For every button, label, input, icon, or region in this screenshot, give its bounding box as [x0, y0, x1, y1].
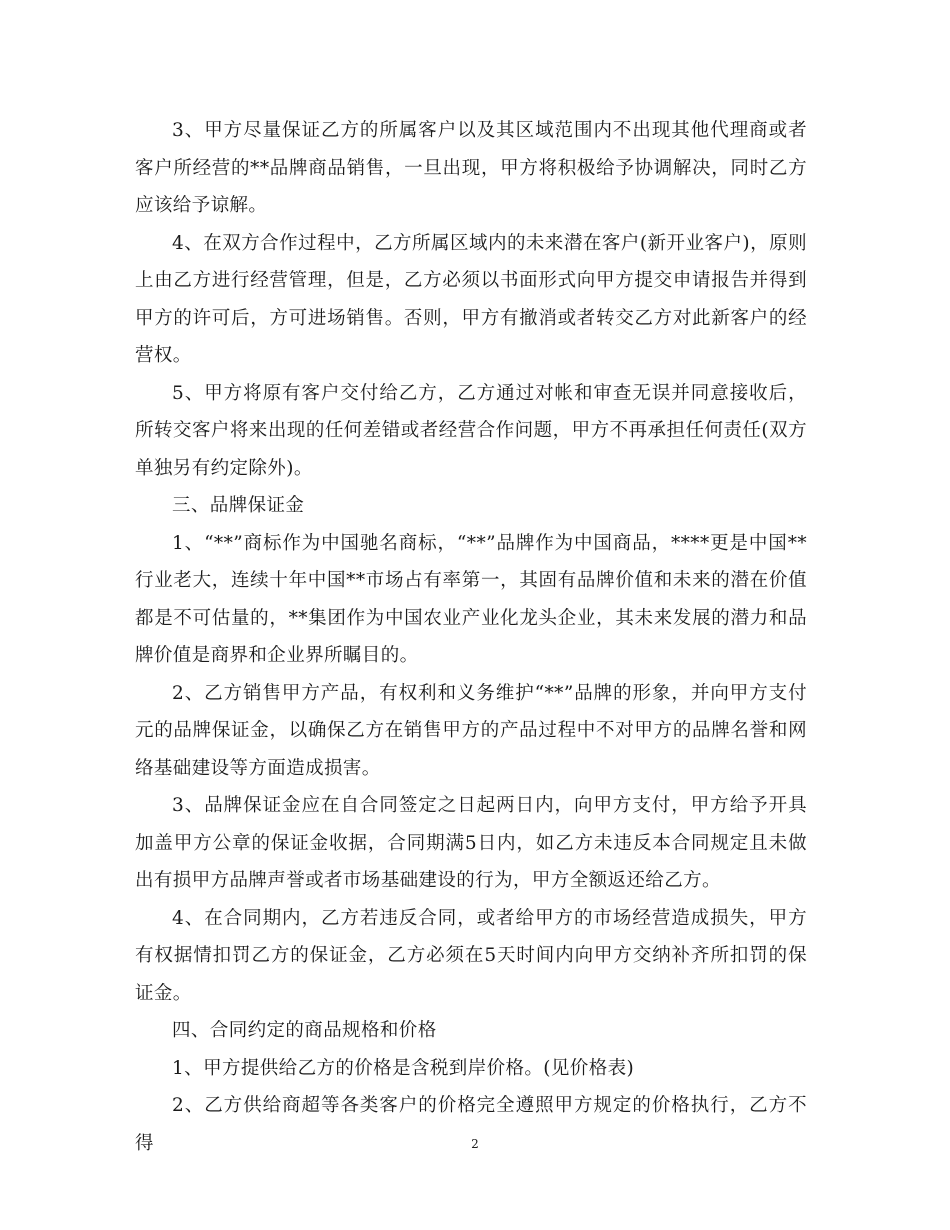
paragraph-deposit-2: 2、乙方销售甲方产品，有权利和义务维护“**”品牌的形象，并向甲方支付元的品牌保证金，以确保乙方在销售甲方的产品过程中不对甲方的品牌名誉和网络基础建设等方面造成损害。 — [135, 682, 807, 779]
page-number: 2 — [471, 1137, 479, 1151]
paragraph-deposit-4: 4、在合同期内，乙方若违反合同，或者给甲方的市场经营造成损失，甲方有权据情扣罚乙方的保证金，乙方必须在5天时间内向甲方交纳补齐所扣罚的保证金。 — [135, 907, 807, 1004]
paragraph-clause-4: 4、在双方合作过程中，乙方所属区域内的未来潜在客户(新开业客户)，原则上由乙方进行经营管理，但是，乙方必须以书面形式向甲方提交申请报告并得到甲方的许可后，方可进场销售。否则，甲方有撤消或者转交乙方对此新客户的经营权。 — [135, 232, 807, 366]
paragraph-price-1: 1、甲方提供给乙方的价格是含税到岸价格。(见价格表) — [172, 1057, 635, 1079]
paragraph-clause-3: 3、甲方尽量保证乙方的所属客户以及其区域范围内不出现其他代理商或者客户所经营的**品牌商品销售，一旦出现，甲方将积极给予协调解决，同时乙方应该给予谅解。 — [135, 120, 807, 216]
document-body — [135, 112, 807, 1162]
paragraph-clause-5: 5、甲方将原有客户交付给乙方，乙方通过对帐和审查无误并同意接收后，所转交客户将来出现的任何差错或者经营合作问题，甲方不再承担任何责任(双方单独另有约定除外)。 — [135, 382, 807, 479]
section-heading-specs-and-prices: 四、合同约定的商品规格和价格 — [172, 1020, 437, 1041]
paragraph-price-2: 2、乙方供给商超等各类客户的价格完全遵照甲方规定的价格执行，乙方不得 — [135, 1095, 807, 1154]
section-heading-brand-deposit: 三、品牌保证金 — [172, 495, 305, 516]
paragraph-deposit-3: 3、品牌保证金应在自合同签定之日起两日内，向甲方支付，甲方给予开具加盖甲方公章的保证金收据，合同期满5日内，如乙方未违反本合同规定且未做出有损甲方品牌声誉或者市场基础建设的行为，甲方全额返还给乙方。 — [135, 795, 807, 891]
paragraph-deposit-1: 1、“**”商标作为中国驰名商标，“**”品牌作为中国商品，****更是中国**行业老大，连续十年中国**市场占有率第一，其固有品牌价值和未来的潜在价值都是不可估量的，**集团作为中国农业产业化龙头企业，其未来发展的潜力和品牌价值是商界和企业界所瞩目的。 — [135, 532, 807, 666]
